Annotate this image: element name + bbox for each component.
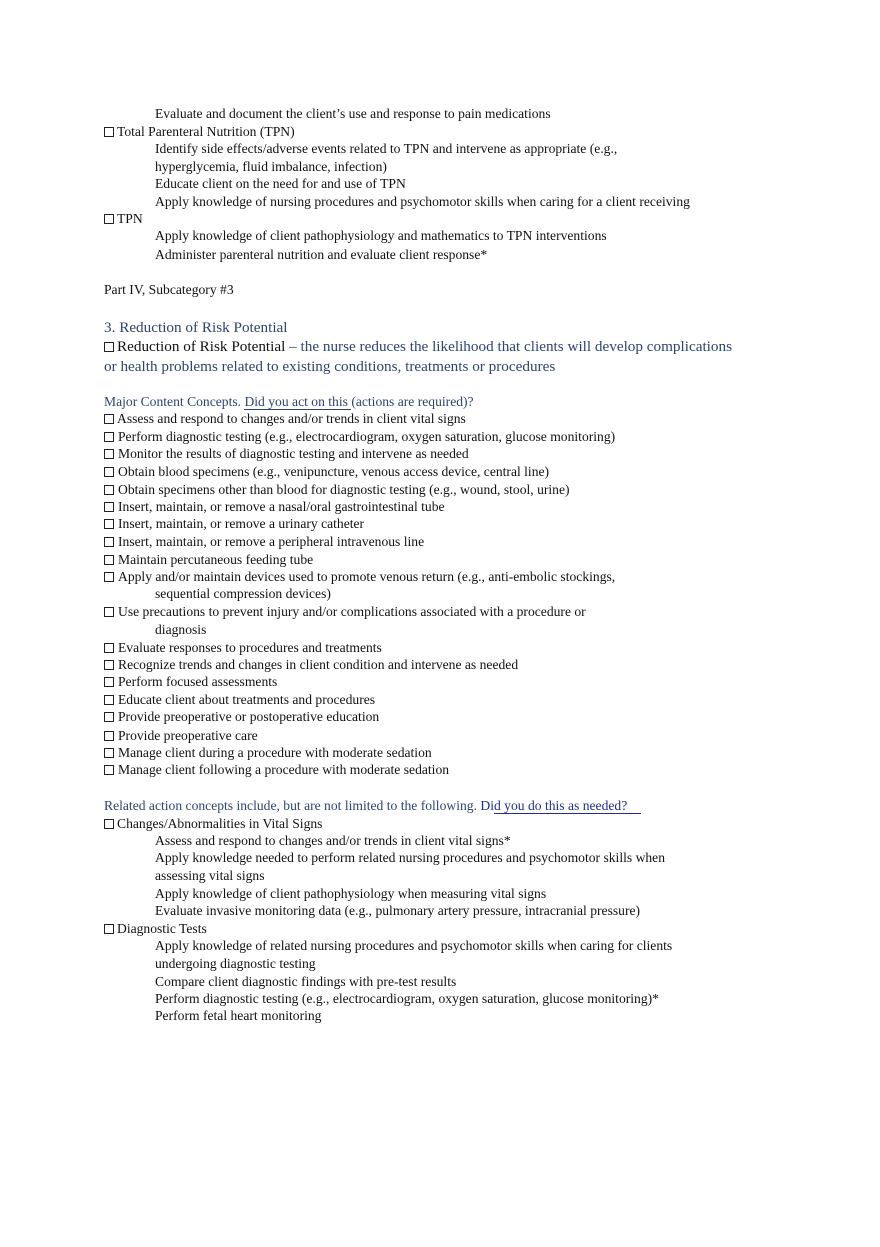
top-line-3: hyperglycemia, fluid imbalance, infection) [155, 159, 387, 174]
checkbox[interactable] [104, 414, 114, 424]
vital-heading-row [104, 815, 322, 832]
checkbox[interactable] [104, 519, 114, 529]
checkbox[interactable] [104, 695, 114, 705]
diag-heading: Diagnostic Tests [117, 921, 207, 936]
checkbox[interactable] [104, 537, 114, 547]
major-concepts-heading [104, 393, 474, 410]
checkbox[interactable] [104, 765, 114, 775]
major-item-4 [104, 463, 549, 480]
checkbox[interactable] [104, 502, 114, 512]
major-item-9 [104, 551, 313, 568]
checkbox[interactable] [104, 342, 114, 352]
section-definition-line-2: or health problems related to existing conditions, treatments or procedures [104, 358, 556, 375]
section-definition-line-1 [104, 337, 732, 356]
major-item-text: Provide preoperative care [118, 728, 258, 743]
major-item-14 [104, 673, 277, 690]
diag-line-5: Perform fetal heart monitoring [155, 1008, 322, 1023]
major-item-5 [104, 481, 570, 498]
checkbox[interactable] [104, 467, 114, 477]
tpn-heading-row [104, 123, 295, 140]
major-item-15 [104, 691, 375, 708]
major-item-3 [104, 445, 469, 462]
major-item-text: Recognize trends and changes in client condition and intervene as needed [118, 657, 519, 672]
major-question-rest: (actions are required)? [351, 394, 474, 409]
major-item-text: Use precautions to prevent injury and/or complications associated with a procedure or [118, 604, 586, 619]
top-line-1: Evaluate and document the client’s use and response to pain medications [155, 106, 551, 121]
major-item-1 [104, 410, 466, 427]
major-item-text: Obtain specimens other than blood for diagnostic testing (e.g., wound, stool, urine) [118, 482, 570, 497]
checkbox[interactable] [104, 127, 114, 137]
vital-line-1: Assess and respond to changes and/or trends in client vital signs* [155, 833, 511, 848]
vital-heading: Changes/Abnormalities in Vital Signs [117, 816, 323, 831]
major-item-11-cont: diagnosis [155, 622, 207, 637]
major-item-text: Provide preoperative or postoperative education [118, 709, 380, 724]
diag-heading-row [104, 920, 207, 937]
part-label: Part IV, Subcategory #3 [104, 282, 234, 297]
diag-line-2: undergoing diagnostic testing [155, 956, 316, 971]
tpn2-label: TPN [117, 211, 143, 226]
checkbox[interactable] [104, 819, 114, 829]
checkbox[interactable] [104, 677, 114, 687]
major-item-8 [104, 533, 424, 550]
diag-line-4: Perform diagnostic testing (e.g., electrocardiogram, oxygen saturation, glucose monitoring)* [155, 991, 659, 1006]
related-concepts-heading [104, 797, 641, 814]
top-line-4: Educate client on the need for and use of TPN [155, 176, 406, 191]
major-item-text: Manage client following a procedure with moderate sedation [118, 762, 450, 777]
tpn2-row [104, 210, 143, 227]
major-item-10-cont: sequential compression devices) [155, 586, 331, 601]
major-item-7 [104, 515, 364, 532]
major-item-text: Insert, maintain, or remove a urinary catheter [118, 516, 365, 531]
vital-line-2: Apply knowledge needed to perform related nursing procedures and psychomotor skills when [155, 850, 666, 865]
checkbox[interactable] [104, 712, 114, 722]
checkbox[interactable] [104, 572, 114, 582]
major-item-text: Apply and/or maintain devices used to promote venous return (e.g., anti-embolic stockings, [118, 569, 616, 584]
major-item-text: Monitor the results of diagnostic testing and intervene as needed [118, 446, 469, 461]
checkbox[interactable] [104, 485, 114, 495]
checkbox[interactable] [104, 643, 114, 653]
vital-line-3: assessing vital signs [155, 868, 265, 883]
major-item-text: Perform focused assessments [118, 674, 278, 689]
major-item-text: Assess and respond to changes and/or trends in client vital signs [117, 411, 466, 426]
section-def-name: Reduction of Risk Potential [117, 338, 286, 355]
tpn-heading: Total Parenteral Nutrition (TPN) [117, 124, 295, 139]
related-question-a: Di [480, 798, 494, 813]
checkbox[interactable] [104, 924, 114, 934]
major-item-11 [104, 603, 586, 620]
major-item-13 [104, 656, 518, 673]
major-item-10 [104, 568, 615, 585]
checkbox[interactable] [104, 607, 114, 617]
checkbox[interactable] [104, 555, 114, 565]
section-def-rest-1: – the nurse reduces the likelihood that clients will develop complications [285, 338, 732, 355]
major-item-16 [104, 708, 379, 725]
major-item-text: Perform diagnostic testing (e.g., electrocardiogram, oxygen saturation, glucose monitoring) [118, 429, 616, 444]
related-lead: Related action concepts include, but are not limited to the following. [104, 798, 481, 813]
checkbox[interactable] [104, 214, 114, 224]
top-line-7: Administer parenteral nutrition and evaluate client response* [155, 247, 488, 262]
major-item-text: Insert, maintain, or remove a nasal/oral gastrointestinal tube [118, 499, 445, 514]
checkbox[interactable] [104, 449, 114, 459]
major-lead: Major Content Concepts. [104, 394, 245, 409]
top-line-6: Apply knowledge of client pathophysiology and mathematics to TPN interventions [155, 228, 607, 243]
major-item-18 [104, 744, 432, 761]
diag-line-1: Apply knowledge of related nursing procedures and psychomotor skills when caring for clients [155, 938, 673, 953]
checkbox[interactable] [104, 748, 114, 758]
major-question-underlined: Did you act on this [244, 394, 352, 409]
top-line-2: Identify side effects/adverse events related to TPN and intervene as appropriate (e.g., [155, 141, 618, 156]
major-item-2 [104, 428, 615, 445]
major-item-text: Obtain blood specimens (e.g., venipuncture, venous access device, central line) [118, 464, 550, 479]
major-item-17 [104, 727, 258, 744]
vital-line-4: Apply knowledge of client pathophysiology when measuring vital signs [155, 886, 547, 901]
major-item-text: Educate client about treatments and procedures [118, 692, 376, 707]
major-item-12 [104, 639, 382, 656]
vital-line-5: Evaluate invasive monitoring data (e.g., pulmonary artery pressure, intracranial pressure) [155, 903, 641, 918]
major-item-19 [104, 761, 449, 778]
diag-line-3: Compare client diagnostic findings with pre-test results [155, 974, 457, 989]
major-item-text: Insert, maintain, or remove a peripheral intravenous line [118, 534, 425, 549]
related-question-b: d you do this as needed? [494, 798, 641, 814]
major-item-6 [104, 498, 445, 515]
checkbox[interactable] [104, 660, 114, 670]
section-title: 3. Reduction of Risk Potential [104, 319, 288, 336]
major-item-text: Manage client during a procedure with moderate sedation [118, 745, 432, 760]
major-item-text: Maintain percutaneous feeding tube [118, 552, 314, 567]
checkbox[interactable] [104, 432, 114, 442]
major-item-text: Evaluate responses to procedures and treatments [118, 640, 382, 655]
top-line-5: Apply knowledge of nursing procedures and psychomotor skills when caring for a client receiving [155, 194, 690, 209]
checkbox[interactable] [104, 731, 114, 741]
